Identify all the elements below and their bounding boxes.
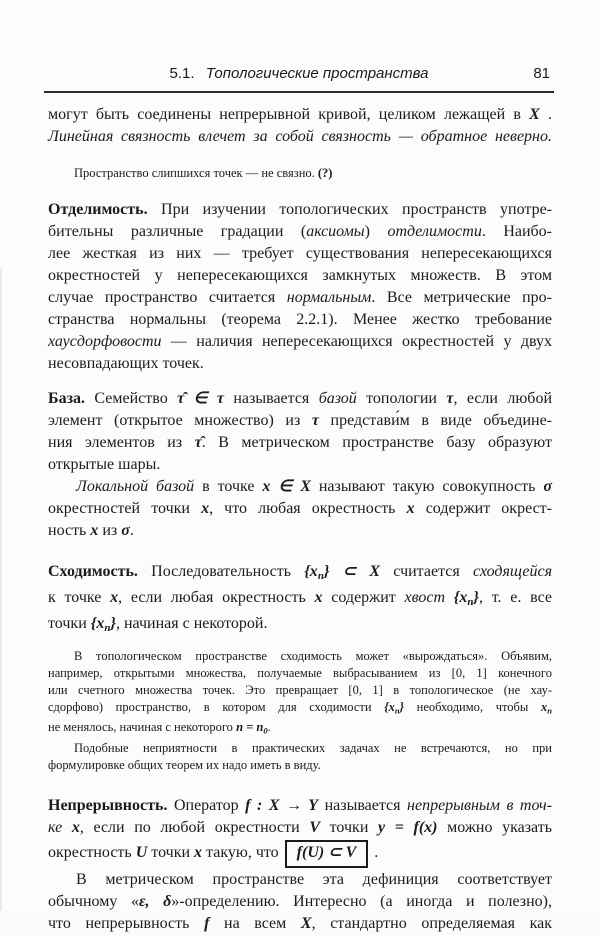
boxed-formula: f(U) ⊂ V	[285, 840, 369, 868]
text-segment: сдорфово) пространство, в котором для сходимости	[48, 700, 385, 715]
math-inline: U	[135, 843, 148, 861]
text-segment: непрерывным в точ-	[407, 796, 553, 814]
text-segment: (?)	[317, 166, 333, 180]
text-line	[48, 795, 552, 817]
math-inline: x	[71, 818, 80, 836]
text-segment: . В метрическом пространстве базу образуют	[201, 434, 553, 451]
text-segment: )	[364, 223, 388, 240]
math-inline: }	[473, 589, 479, 607]
text-segment: хвост	[404, 589, 446, 607]
text-line	[48, 839, 552, 869]
text-segment: топологии	[356, 390, 447, 407]
text-segment: несовпадающих точек.	[48, 355, 204, 372]
text-segment: элемент (открытое множество) из	[48, 412, 312, 429]
text-segment: случае пространство считается	[48, 289, 287, 306]
section-title: Топологические пространства	[205, 65, 429, 82]
text-segment: могут быть соединены непрерывной кривой, целиком лежащей в	[48, 106, 530, 123]
text-segment: — наличия непересекающихся окрестностей у двух	[161, 333, 552, 350]
text-segment: Локальной базой	[76, 478, 195, 495]
text-segment: хаусдорфовости	[48, 333, 162, 350]
text-line	[48, 869, 552, 891]
text-segment: из	[98, 522, 122, 539]
text-segment: . Наибо-	[481, 223, 552, 240]
math-inline: x ∈ X	[262, 478, 311, 495]
math-inline: {x	[384, 700, 395, 715]
text-segment: считается	[380, 563, 473, 580]
text-segment: ность	[48, 522, 91, 539]
text-line	[48, 520, 552, 542]
text-segment: Пространство слипшихся точек — не связно.	[74, 166, 318, 180]
text-line	[48, 613, 552, 639]
text-line	[48, 331, 552, 353]
math-inline: X	[529, 106, 540, 123]
math-inline: τ	[311, 412, 319, 429]
text-line	[48, 913, 552, 935]
text-segment: .	[267, 720, 271, 735]
text-line	[48, 388, 552, 410]
math-inline: x	[201, 500, 210, 517]
text-line	[48, 648, 552, 665]
text-segment: точки	[320, 818, 379, 836]
text-line	[48, 682, 552, 699]
text-segment: формулировке общих теорем их надо иметь в виду.	[48, 757, 321, 772]
text-segment: В метрическом пространстве эта дефиниция соответствует	[76, 870, 552, 888]
text-segment: не менялось, начиная с некоторого	[48, 720, 237, 735]
math-inline: n	[394, 705, 400, 716]
text-segment: , если любая окрестность	[118, 589, 315, 607]
text-line	[48, 587, 552, 613]
text-line	[48, 309, 552, 331]
text-segment: нормальным	[286, 289, 372, 306]
text-segment: аксиомы	[306, 223, 365, 240]
text-segment: окрестностей у непересекающихся замкнутых множеств. В этом	[48, 267, 552, 284]
math-inline: f	[204, 914, 210, 932]
text-segment: точки	[147, 843, 195, 861]
text-segment: ке	[48, 818, 72, 836]
text-segment: к точке	[48, 589, 111, 607]
text-segment: , стандартно определяемая как	[311, 914, 553, 932]
section-number: 5.1.	[169, 65, 195, 82]
text-segment: ния элементов из	[48, 434, 195, 451]
text-line	[48, 199, 552, 221]
text-segment: , начиная с некоторой.	[115, 615, 268, 633]
text-segment: странства нормальны (теорема 2.2.1). Менее жестко требование	[48, 311, 552, 328]
text-segment: базой	[318, 390, 357, 407]
math-inline: x	[194, 843, 203, 861]
text-segment: Подобные неприятности в практических задачах не встречаются, но при	[74, 740, 552, 755]
math-inline: τ̂ ∈ τ	[177, 390, 224, 407]
text-line	[48, 353, 552, 375]
text-segment: содержит окрест-	[414, 500, 552, 517]
math-inline: n	[467, 596, 474, 609]
text-segment: Семейство	[85, 390, 178, 407]
text-segment: точки	[48, 615, 91, 633]
paragraph-convergence	[48, 561, 552, 639]
text-segment: называют такую совокупность	[310, 478, 544, 495]
text-line	[48, 498, 552, 520]
math-inline: {x	[304, 563, 318, 580]
text-segment: представи́м в виде объедине-	[318, 412, 552, 429]
math-inline: }	[399, 700, 404, 715]
text-line	[48, 126, 552, 148]
text-segment: При изучении топологических пространств употре-	[147, 201, 552, 218]
text-segment: или счетного множества точек. Это превращает [0, 1] в топологическое (не хау-	[48, 683, 552, 698]
text-segment: »-определению. Интересно (а иногда и полезно),	[171, 892, 552, 910]
text-segment: например, открытыми множества, получаемые выбрасыванием из [0, 1] конечного	[48, 666, 552, 681]
text-segment: , если по любой окрестности	[79, 818, 310, 836]
text-line	[48, 699, 552, 719]
text-line	[48, 757, 552, 774]
text-line	[48, 740, 552, 757]
text-segment: такую, что	[202, 843, 283, 861]
text-segment: Оператор	[167, 796, 246, 814]
text-line	[48, 221, 552, 243]
text-line	[48, 287, 552, 309]
text-segment: , что любая окрестность	[209, 500, 407, 517]
text-line	[48, 410, 552, 432]
text-segment: обычному «	[48, 892, 139, 910]
text-line	[48, 104, 552, 126]
text-segment: Сходимость.	[48, 563, 138, 580]
text-segment: содержит	[322, 589, 405, 607]
text-segment: необходимо, чтобы	[403, 700, 542, 715]
text-segment: бительны различные градации (	[48, 223, 307, 240]
text-segment: что непрерывность	[48, 914, 205, 932]
text-line	[48, 817, 552, 839]
text-segment: в точке	[194, 478, 263, 495]
text-segment: . Все метрические про-	[371, 289, 552, 306]
math-inline: }	[110, 615, 116, 633]
text-line	[48, 891, 552, 913]
text-line	[48, 432, 552, 454]
text-segment: окрестностей точки	[48, 500, 202, 517]
text-segment: .	[539, 106, 553, 123]
text-segment: , если любой	[453, 390, 553, 407]
math-inline: f : X → Y	[245, 796, 319, 814]
math-inline: n = n	[236, 720, 264, 735]
text-line	[48, 665, 552, 682]
running-head	[44, 64, 554, 93]
paragraph-base	[48, 388, 552, 476]
text-segment: лее жесткая из них — требует существования непересекающихся	[48, 245, 552, 262]
text-segment: Последовательность	[137, 563, 305, 580]
text-segment: .	[129, 522, 134, 539]
note-stuck-points	[48, 165, 552, 182]
note-degenerate-convergence	[48, 648, 552, 740]
math-inline: x	[541, 700, 548, 715]
math-inline: τ̂	[194, 434, 202, 451]
math-inline: σ	[121, 522, 130, 539]
text-segment: на всем	[209, 914, 301, 932]
paragraph-linear-connectivity	[48, 104, 552, 148]
math-inline: } ⊂ X	[323, 563, 381, 580]
text-segment: отделимости	[387, 223, 482, 240]
text-segment: сходящейся	[472, 563, 552, 580]
math-inline: ε, δ	[138, 892, 172, 910]
text-line	[48, 265, 552, 287]
text-segment: .	[370, 843, 379, 861]
note-practical-remark	[48, 740, 552, 774]
text-line	[48, 165, 552, 182]
text-segment: можно указать	[437, 818, 553, 836]
paragraph-separability	[48, 199, 552, 375]
text-segment: , т. е. все	[479, 589, 552, 607]
math-inline: 0	[263, 725, 268, 736]
text-segment: открытые шары.	[48, 456, 161, 473]
math-inline: τ	[446, 390, 454, 407]
text-line	[48, 243, 552, 265]
text-line	[48, 454, 552, 476]
math-inline: x	[406, 500, 415, 517]
text-segment: называется	[318, 796, 408, 814]
math-inline: {x	[453, 589, 468, 607]
page-number: 81	[533, 65, 550, 82]
text-segment	[445, 589, 454, 606]
math-inline: y = f(x)	[378, 818, 438, 836]
text-segment: Линейная связность влечет за собой связность — обратное неверно.	[48, 128, 552, 145]
text-segment: База.	[48, 390, 86, 407]
text-segment: В топологическом пространстве сходимость может «вырождаться». Объявим,	[74, 649, 552, 664]
text-segment: Отделимость.	[48, 201, 148, 218]
paragraph-continuity	[48, 795, 552, 935]
math-inline: n	[547, 705, 552, 716]
text-line	[48, 476, 552, 498]
math-inline: x	[110, 589, 119, 607]
math-inline: n	[317, 570, 324, 583]
text-segment: Непрерывность.	[48, 796, 168, 814]
text-segment: называется	[223, 390, 319, 407]
math-inline: n	[104, 622, 111, 635]
math-inline: x	[90, 522, 99, 539]
math-inline: σ	[543, 478, 552, 495]
text-line	[48, 719, 552, 739]
text-segment: окрестность	[48, 843, 136, 861]
math-inline: x	[314, 589, 323, 607]
math-inline: V	[309, 818, 320, 836]
text-line	[48, 561, 552, 587]
paragraph-local-base	[48, 476, 552, 542]
math-inline: {x	[90, 615, 105, 633]
math-inline: X	[300, 914, 312, 932]
